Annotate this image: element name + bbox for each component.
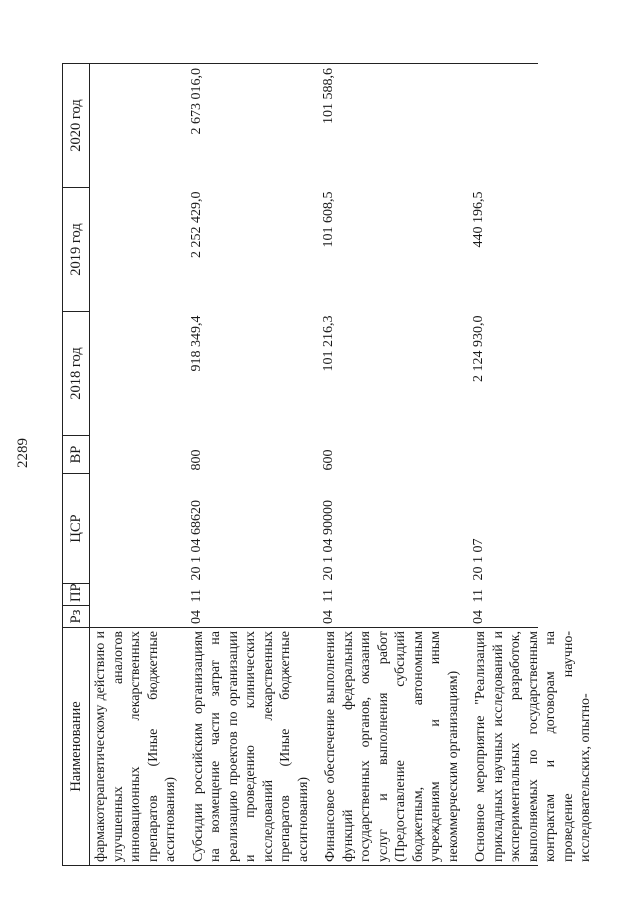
row-csr: 20 1 07: [471, 538, 486, 581]
row-2018: 2 124 930,0: [471, 315, 486, 382]
row-vr: 800: [188, 449, 204, 471]
row-pr: 11: [188, 589, 204, 603]
row-vr: [470, 436, 538, 474]
row-2018: 101 216,3: [321, 315, 336, 372]
header-rz: Рз: [63, 606, 90, 628]
table-row: [90, 64, 188, 866]
row-name: фармакотерапевтическому действию и улучшенных аналогов инновационных лекарственных препаратов (Иные бюджетные ассигнования): [90, 628, 188, 866]
header-2019: 2019 год: [63, 188, 90, 312]
row-rz: [90, 606, 188, 628]
row-2018: 918 349,4: [188, 315, 204, 372]
row-name-cell: [470, 628, 593, 866]
header-csr: ЦСР: [63, 474, 90, 584]
row-2018: [90, 312, 188, 436]
row-2020: [470, 64, 538, 188]
table-header-row: [63, 64, 90, 866]
header-2020: 2020 год: [63, 64, 90, 188]
row-rz: 04: [471, 610, 486, 624]
table-row: [188, 64, 321, 866]
row-vr: [90, 436, 188, 474]
page-number: 2289: [15, 438, 31, 468]
row-name: Финансовое обеспечение выполнения функций федеральных государственных органов, оказания услуг и выполнения работ (Предоставление субсидий бюджетным, автономным учреждениям и иным некоммерческим организациям): [320, 628, 470, 866]
row-pr: 11: [471, 589, 486, 603]
row-rz: 04: [188, 610, 204, 624]
row-pr: 11: [321, 589, 336, 603]
row-csr: 20 1 04 90000: [321, 500, 336, 581]
row-rz: 04: [321, 610, 336, 624]
header-pr: ПР: [63, 584, 90, 606]
budget-table: [62, 63, 593, 866]
row-2019: 2 252 429,0: [188, 191, 204, 258]
row-2020: 101 588,6: [320, 64, 470, 188]
row-csr: 20 1 04 68620: [188, 500, 204, 581]
row-vr: 600: [321, 449, 336, 471]
budget-table-rotated: [62, 64, 615, 866]
row-2020: [90, 64, 188, 188]
header-2018: 2018 год: [63, 312, 90, 436]
row-2020: 2 673 016,0: [188, 64, 321, 188]
header-name: Наименование: [63, 628, 90, 866]
row-name: Основное мероприятие "Реализация прикладных научных исследований и экспериментальных разработок, выполняемых по государственным контрактам и договорам на проведение научно-исследовательских, опытно-: [473, 631, 593, 862]
table-row: [320, 64, 470, 866]
table-row: [470, 64, 538, 866]
row-2019: 101 608,5: [321, 191, 336, 248]
row-csr: [90, 474, 188, 584]
row-pr: [90, 584, 188, 606]
row-name: Субсидии российским организациям на возмещение части затрат на реализацию проектов по организации и проведению клинических исследований лекарственных препаратов (Иные бюджетные ассигнования): [188, 628, 321, 866]
row-2019: [90, 188, 188, 312]
row-2019: 440 196,5: [471, 191, 486, 248]
header-vr: ВР: [63, 436, 90, 474]
